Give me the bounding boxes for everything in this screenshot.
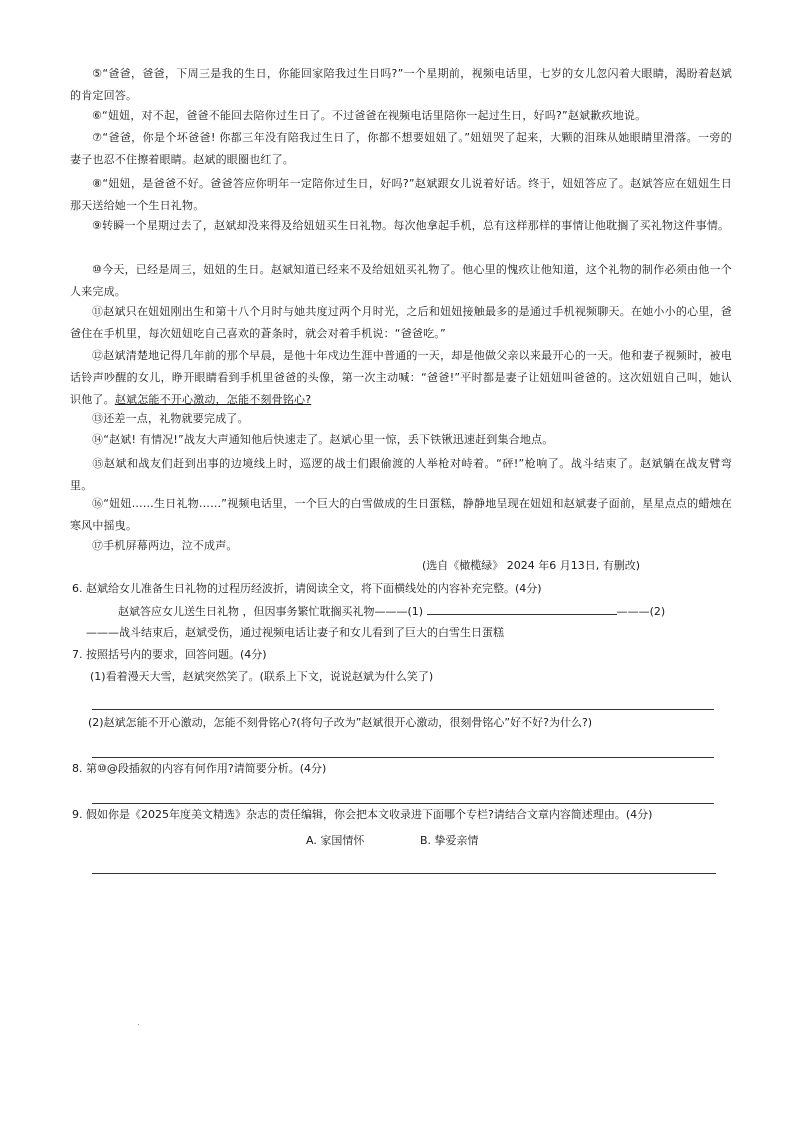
paragraph-16 bbox=[70, 493, 732, 537]
paragraph-5 bbox=[70, 63, 732, 107]
paragraph-6-text: ⑥“妞妞，对不起，爸爸不能回去陪你过生日了。不过爸爸在视频电话里陪你一起过生日，好吗?”赵斌歉疚地说。 bbox=[92, 109, 647, 122]
question-6-line-1-end: ———(2) bbox=[616, 605, 666, 618]
paragraph-8-text: ⑧“妞妞，是爸爸不好。爸爸答应你明年一定陪你过生日，好吗?”赵斌跟女儿说着好话。终于，妞妞答应了。赵斌答应在妞妞生日那天送给她一个生日礼物。 bbox=[70, 177, 732, 212]
paragraph-13-text: ⑬还差一点，礼物就要完成了。 bbox=[92, 412, 249, 425]
paragraph-9-text: ⑨转瞬一个星期过去了，赵斌却没来得及给妞妞买生日礼物。每次他拿起手机，总有这样那样的事情让他耽搁了买礼物这件事情。 bbox=[92, 219, 730, 232]
question-6-line-2: ———战斗结束后，赵斌受伤，通过视频电话让妻子和女儿看到了巨大的白雪生日蛋糕 bbox=[86, 626, 504, 639]
source-citation: (选自《橄榄绿》 2024 年6 月13日, 有删改) bbox=[422, 559, 641, 572]
answer-blank-1[interactable] bbox=[427, 602, 617, 615]
question-7-prompt: 7. 按照括号内的要求，回答问题。(4分) bbox=[72, 648, 267, 661]
paragraph-8 bbox=[70, 173, 732, 217]
answer-line-7-1[interactable] bbox=[92, 709, 714, 710]
answer-line-9[interactable] bbox=[92, 873, 716, 874]
question-8-prompt: 8. 第⑩@段插叙的内容有何作用?请简要分析。(4分) bbox=[72, 762, 327, 775]
paragraph-6 bbox=[70, 105, 732, 127]
paragraph-15 bbox=[70, 453, 732, 497]
paragraph-12 bbox=[70, 345, 732, 411]
question-7-sub-1: (1)看着漫天大雪，赵斌突然笑了。(联系上下文，说说赵斌为什么笑了) bbox=[90, 670, 434, 683]
answer-line-8[interactable] bbox=[92, 803, 714, 804]
paragraph-9 bbox=[70, 215, 732, 237]
question-7-sub-2: (2)赵斌怎能不开心激动，怎能不刻骨铭心?(将句子改为”赵斌很开心激动，很刻骨铭心”好不好?为什么?) bbox=[88, 716, 593, 729]
answer-line-7-2[interactable] bbox=[92, 757, 714, 758]
paragraph-14-text: ⑭“赵斌! 有情况!”战友大声通知他后快速走了。赵斌心里一惊，丢下铁锹迅速赶到集合地点。 bbox=[92, 433, 554, 446]
paragraph-11-text: ⑪赵斌只在妞妞刚出生和第十八个月时与她共度过两个月时光，之后和妞妞接触最多的是通过手机视频聊天。在她小小的心里，爸爸住在手机里，每次妞妞吃自己喜欢的蒼条时，就会对着手机说：“爸爸吃。” bbox=[70, 305, 732, 340]
question-6-line-1 bbox=[118, 602, 665, 621]
question-6-line-1-start: 赵斌答应女儿送生日礼物 ，但因事务繁忙耽搁买礼物———(1) bbox=[118, 605, 424, 618]
paragraph-11 bbox=[70, 301, 732, 345]
paragraph-14 bbox=[70, 429, 732, 451]
paragraph-17 bbox=[70, 535, 732, 557]
paragraph-15-text: ⑮赵斌和战友们赶到出事的边境线上时，巡逻的战士们跟偷渡的人举枪对峙着。“砰!”枪响了。战斗结束了。赵斌躺在战友臂弯里。 bbox=[70, 457, 732, 492]
paragraph-12-text: ⑫赵斌清楚地记得几年前的那个早晨，是他十年戍边生涯中普通的一天，却是他做父亲以来最开心的一天。他和妻子视频时，被电话铃声吵醒的女儿，睁开眼睛看到手机里爸爸的头像，第一次主动喊：“爸爸!”平时都是妻子让妞妞叫爸爸的。这次妞妞自己叫，她认识他了。 bbox=[70, 349, 732, 406]
paragraph-17-text: ⑰手机屏幕两边，泣不成声。 bbox=[92, 539, 238, 552]
paragraph-7-text: ⑦“爸爸，你是个坏爸爸! 你都三年没有陪我过生日了，你都不想要妞妞了。”妞妞哭了起来，大颗的泪珠从她眼睛里滑落。一旁的妻子也忍不住擦着眼睛。赵斌的眼圈也红了。 bbox=[70, 131, 732, 166]
paragraph-7 bbox=[70, 127, 732, 171]
paragraph-5-text: ⑤“爸爸，爸爸，下周三是我的生日，你能回家陪我过生日吗?”一个星期前，视频电话里，七岁的女儿忽闪着大眼睛，渴盼着赵斌的肯定回答。 bbox=[70, 67, 732, 102]
option-b: B. 挚爱亲情 bbox=[420, 834, 479, 847]
paragraph-10-text: ⑩今天，已经是周三，妞妞的生日。赵斌知道已经来不及给妞妞买礼物了。他心里的愧疚让他知道，这个礼物的制作必须由他一个人来完成。 bbox=[70, 263, 732, 298]
paragraph-10 bbox=[70, 259, 732, 303]
option-a: A. 家国情怀 bbox=[306, 834, 365, 847]
question-6-prompt: 6. 赵斌给女儿准备生日礼物的过程历经波折，请阅读全文，将下面横线处的内容补充完整。(4分) bbox=[72, 582, 542, 595]
scan-speck bbox=[138, 1024, 139, 1025]
paragraph-13 bbox=[70, 408, 732, 430]
question-9-prompt: 9. 假如你是《2025年度美文精选》杂志的责任编辑，你会把本文收录进下面哪个专栏?请结合文章内容简述理由。(4分) bbox=[72, 808, 653, 821]
underlined-sentence: 赵斌怎能不开心激动，怎能不刻骨铭心? bbox=[114, 393, 312, 406]
paragraph-16-text: ⑯“妞妞……生日礼物……”视频电话里，一个巨大的白雪做成的生日蛋糕，静静地呈现在妞妞和赵斌妻子面前，星星点点的蜡烛在寒风中摇曳。 bbox=[70, 497, 732, 532]
